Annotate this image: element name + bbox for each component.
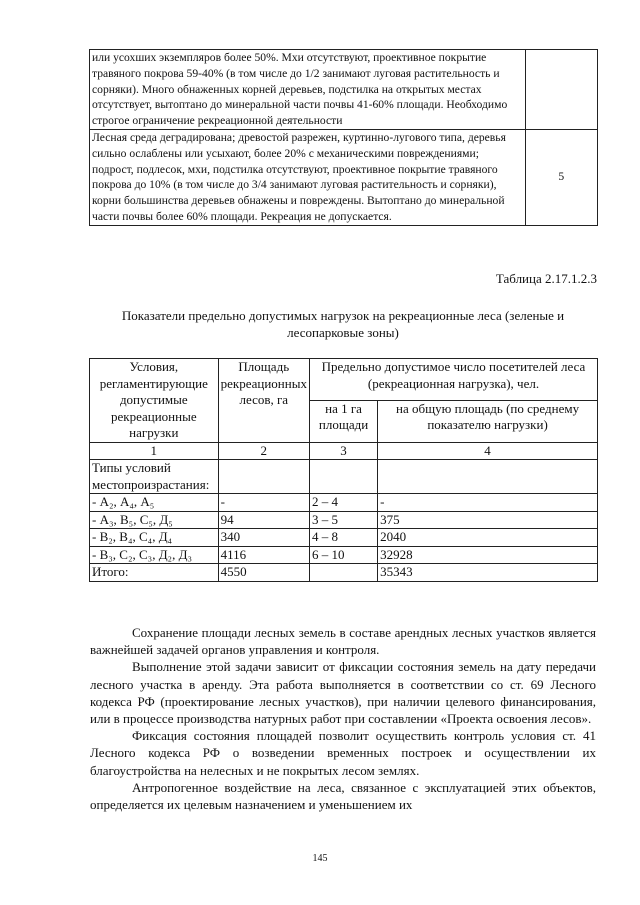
cell-total: 32928 xyxy=(378,546,598,564)
header-area: Площадь рекреационных лесов, га xyxy=(218,359,309,443)
header-visitors: Предельно допустимое число посетителей леса (рекреационная нагрузка), чел. xyxy=(309,359,597,401)
body-text xyxy=(90,624,596,813)
criteria-description: Лесная среда деградирована; древостой разрежен, куртинно-лугового типа, деревья сильно ослаблены или усыхают, более 20% с механическими повреждениями; подрост, подлесок, мхи, подстилка отсутствуют, проективное покрытие травяного покрова до 10% (в том числе до 3/4 занимают луговая растительность и сорняки), корни большинства деревьев обнажены и повреждены. Вытоптано до минеральной части почвы более 60% площади. Рекреация не допускается. xyxy=(90,129,526,225)
column-number: 3 xyxy=(309,442,377,460)
cell-area: 4116 xyxy=(218,546,309,564)
table-row xyxy=(90,50,598,130)
header-total: на общую площадь (по среднему показателю нагрузки) xyxy=(378,400,598,442)
cell-per-ha xyxy=(309,564,377,582)
table-row xyxy=(90,494,598,512)
table-row xyxy=(90,529,598,547)
column-number: 4 xyxy=(378,442,598,460)
cell-per-ha: 6 – 10 xyxy=(309,546,377,564)
cell-total: 2040 xyxy=(378,529,598,547)
cell-total: - xyxy=(378,494,598,512)
cell-area: 94 xyxy=(218,511,309,529)
cell-type: - В₂, В₄, С₄, Д₄ xyxy=(90,529,219,547)
table-number: Таблица 2.17.1.2.3 xyxy=(495,271,597,286)
criteria-score xyxy=(525,50,597,130)
column-number: 1 xyxy=(90,442,219,460)
cell-per-ha: 2 – 4 xyxy=(309,494,377,512)
paragraph: Фиксация состояния площадей позволит осуществить контроль условия ст. 41 Лесного кодекса РФ о возведении временных построек и осуществлении их благоустройства на нелесных и не покрытых лесом землях. xyxy=(90,728,596,778)
cell-per-ha: 3 – 5 xyxy=(309,511,377,529)
header-conditions: Условия, регламентирующие допустимые рекреационные нагрузки xyxy=(90,359,219,443)
criteria-description: или усохших экземпляров более 50%. Мхи отсутствуют, проективное покрытие травяного покрова 59-40% (в том числе до 1/2 занимают луговая растительность и сорняки). Много обнаженных корней деревьев, подстилка на открытых местах отсутствует, вытоптано до минеральной части почвы 41-60% площади. Необходимо строгое ограничение рекреационной деятельности xyxy=(90,50,526,130)
page-number: 145 xyxy=(312,853,328,864)
cell-type: Итого: xyxy=(90,564,219,582)
paragraph: Выполнение этой задачи зависит от фиксации состояния земель на дату передачи лесного участка в аренду. Эта работа выполняется в соответствии со ст. 69 Лесного кодекса РФ (проектирование лесных участков), при наличии целевого финансирования, или в процессе производства натурных работ при составлении «Проекта освоения лесов». xyxy=(90,659,596,727)
paragraph: Антропогенное воздействие на леса, связанное с эксплуатацией этих объектов, определяется их целевым назначением и уменьшением их xyxy=(90,779,596,813)
cell-type: - В₃, С₂, С₃, Д₂, Д₃ xyxy=(90,546,219,564)
paragraph: Сохранение площади лесных земель в составе арендных лесных участков является важнейшей задачей органов управления и контроля. xyxy=(90,625,596,658)
header-per-ha: на 1 га площади xyxy=(309,400,377,442)
criteria-table xyxy=(89,49,598,226)
table-row xyxy=(90,129,598,225)
cell-type: - А₂, А₄, А₅ xyxy=(90,494,219,512)
section-label: Типы условий местопроизрастания: xyxy=(90,460,219,494)
cell-total: 35343 xyxy=(378,564,598,582)
criteria-score: 5 xyxy=(525,129,597,225)
table-row xyxy=(90,546,598,564)
column-numbers-row xyxy=(90,442,598,460)
cell-area: - xyxy=(218,494,309,512)
cell-area: 4550 xyxy=(218,564,309,582)
cell-area: 340 xyxy=(218,529,309,547)
section-row xyxy=(90,460,598,494)
column-number: 2 xyxy=(218,442,309,460)
load-table xyxy=(89,358,598,582)
cell-total: 375 xyxy=(378,511,598,529)
total-row xyxy=(90,564,598,582)
table-title: Показатели предельно допустимых нагрузок на рекреационные леса (зеленые и лесопарковые зоны) xyxy=(121,308,565,340)
table-header-row xyxy=(90,359,598,401)
table-row xyxy=(90,511,598,529)
cell-per-ha: 4 – 8 xyxy=(309,529,377,547)
cell-type: - А₃, В₅, С₅, Д₅ xyxy=(90,511,219,529)
